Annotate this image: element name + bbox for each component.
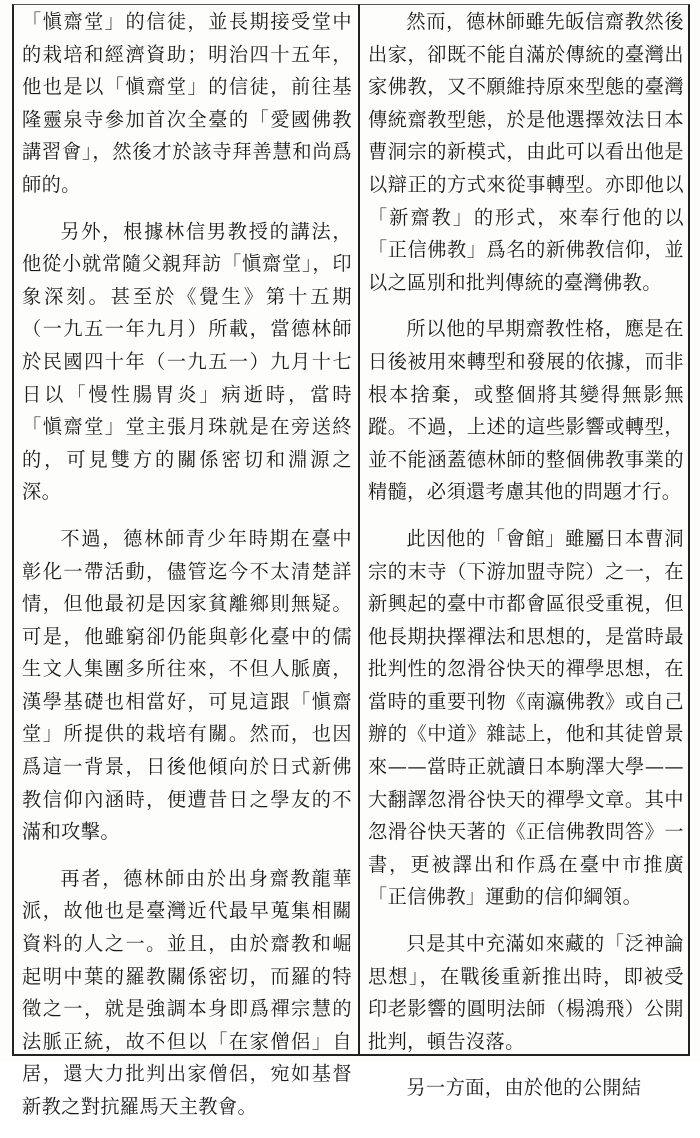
paragraph: 所以他的早期齋教性格，應是在日後被用來轉型和發展的依據，而非根本捨棄，或整個將其變得無影無蹤。不過，上述的這些影響或轉型，並不能涵蓋德林師的整個佛教事業的精髓，必須還考慮其他的問題才行。 [368,317,684,504]
paragraph: 另一方面，由於他的公開結 [406,1076,642,1100]
column-divider [358,4,360,1056]
paragraph: 「愼齋堂」的信徒，並長期接受堂中的栽培和經濟資助；明治四十五年，他也是以「愼齋堂」的信徒，前往基隆靈泉寺參加首次全臺的「愛國佛教講習會」，然後才於該寺拜善慧和尚爲師的。 [22,10,352,196]
left-column [22,6,352,1138]
right-column [368,6,684,1119]
paragraph: 然而，德林師雖先皈信齋教然後出家，卻既不能自滿於傳統的臺灣出家佛教，又不願維持原來型態的臺灣傳統齋教型態，於是他選擇效法日本曹洞宗的新模式，由此可以看出他是以辯正的方式來從事轉型。亦即他以「新齋教」的形式，來奉行他的以「正信佛教」爲名的新佛教信仰，並以之區別和批判傳統的臺灣佛教。 [368,10,684,294]
paragraph: 此因他的「會館」雖屬日本曹洞宗的末寺（下游加盟寺院）之一，在新興起的臺中市都會區很受重視，但他長期抉擇禪法和思想的，是當時最批判性的忽滑谷快天的禪學思想，在當時的重要刊物《南瀛佛教》或自己辦的《中道》雜誌上，他和其徒曾景來——當時正就讀日本駒澤大學——大翻譯忽滑谷快天的禪學文章。其中忽滑谷快天著的《正信佛教問答》一書，更被譯出和作爲在臺中市推廣「正信佛教」運動的信仰綱領。 [368,526,684,909]
paragraph: 不過，德林師青少年時期在臺中彰化一帶活動，儘管迄今不太清楚詳情，但他最初是因家貧離鄉則無疑。可是，他雖窮卻仍能與彰化臺中的儒生文人集團多所往來，不但人脈廣，漢學基礎也相當好，可見這跟「愼齋堂」所提供的栽培有關。然而，也因爲這一背景，日後他傾向於日式新佛教信仰內涵時，便遭昔日之學友的不滿和攻擊。 [22,526,352,844]
paragraph: 只是其中充滿如來藏的「泛神論思想」，在戰後重新推出時，即被受印老影響的圓明法師（楊鴻飛）公開批判，頓告沒落。 [368,932,684,1053]
paragraph: 另外，根據林信男教授的講法，他從小就常隨父親拜訪「愼齋堂」，印象深刻。甚至於《覺生》第十五期（一九五一年九月）所載，當德林師於民國四十年（一九五一）九月十七日以「慢性腸胃炎」病逝時，當時「愼齋堂」堂主張月珠就是在旁送終的，可見雙方的關係密切和淵源之深。 [22,219,352,504]
paragraph: 再者，德林師由於出身齋教龍華派，故他也是臺灣近代最早蒐集相關資料的人之一。並且，由於齋教和崛起明中葉的羅教關係密切，而羅的特徵之一，就是強調本身即爲禪宗慧的法脈正統，故不但以「在家僧侶」自居，還大力批判出家僧侶，宛如基督新教之對抗羅馬天主教會。 [22,866,352,1118]
